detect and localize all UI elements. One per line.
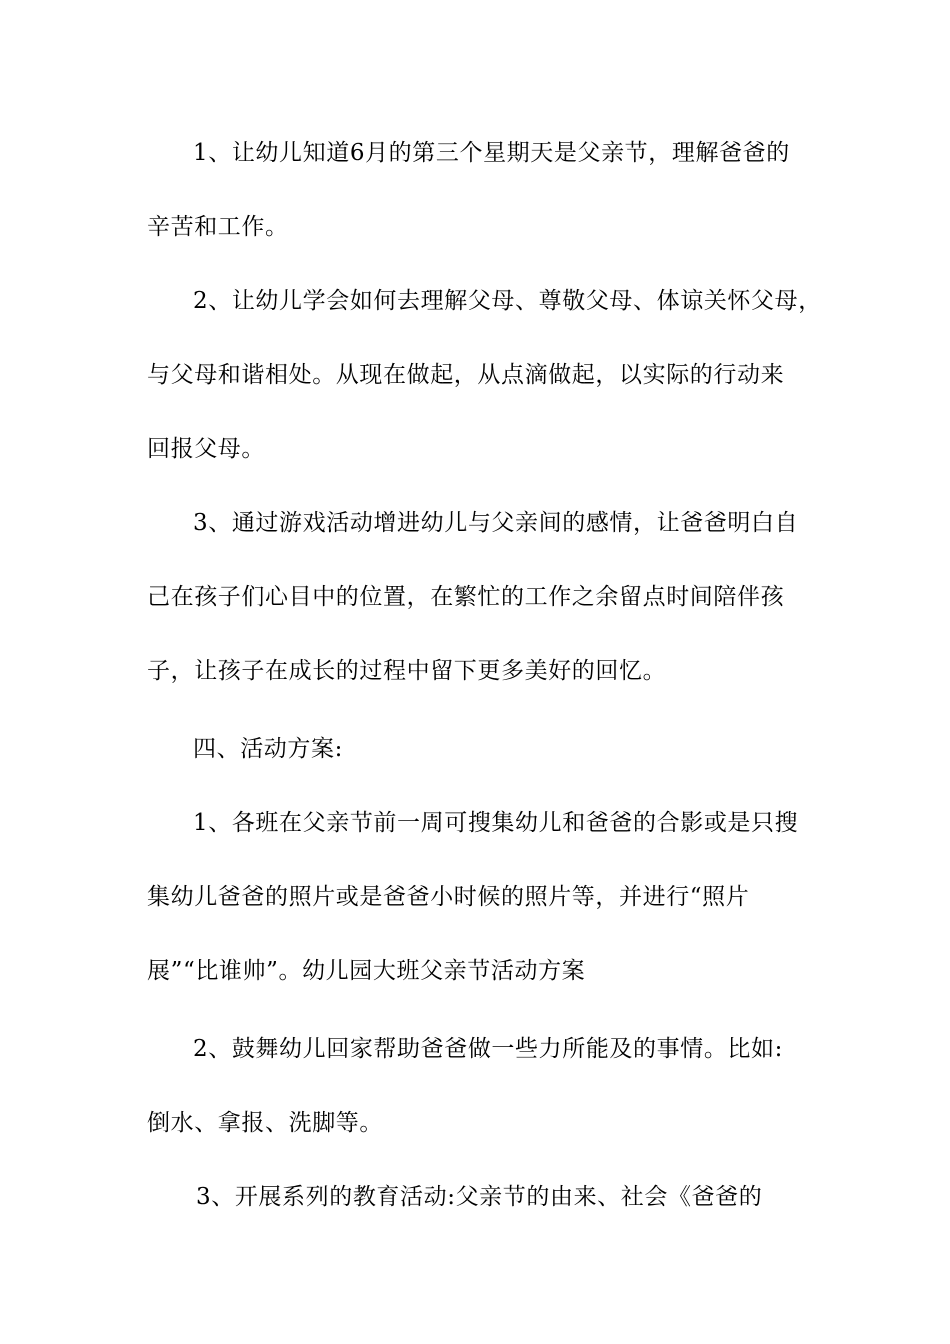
paragraph-4-line-3: 展”“比谁帅”。幼儿园大班父亲节活动方案	[147, 958, 586, 984]
paragraph-2-line-2: 与父母和谐相处。从现在做起，从点滴做起，以实际的行动来	[147, 362, 785, 388]
paragraph-4-line-1: 1、各班在父亲节前一周可搜集幼儿和爸爸的合影或是只搜	[193, 810, 799, 836]
paragraph-1-line-2: 辛苦和工作。	[147, 214, 289, 240]
section-heading: 四、活动方案:	[193, 736, 343, 762]
paragraph-3-line-1: 3、通过游戏活动增进幼儿与父亲间的感情，让爸爸明白自	[193, 510, 799, 536]
paragraph-6-line-1: 3、开展系列的教育活动:父亲节的由来、社会《爸爸的	[196, 1184, 763, 1210]
paragraph-3-line-2: 己在孩子们心目中的位置，在繁忙的工作之余留点时间陪伴孩	[147, 584, 785, 610]
paragraph-2-line-1: 2、让幼儿学会如何去理解父母、尊敬父母、体谅关怀父母，	[193, 288, 822, 314]
paragraph-4-line-2: 集幼儿爸爸的照片或是爸爸小时候的照片等，并进行“照片	[147, 884, 750, 910]
paragraph-3-line-3: 子，让孩子在成长的过程中留下更多美好的回忆。	[147, 658, 667, 684]
paragraph-2-line-3: 回报父母。	[147, 436, 265, 462]
paragraph-5-line-2: 倒水、拿报、洗脚等。	[147, 1110, 383, 1136]
paragraph-5-line-1: 2、鼓舞幼儿回家帮助爸爸做一些力所能及的事情。比如:	[193, 1036, 783, 1062]
paragraph-1-line-1: 1、让幼儿知道6月的第三个星期天是父亲节，理解爸爸的	[193, 140, 790, 166]
